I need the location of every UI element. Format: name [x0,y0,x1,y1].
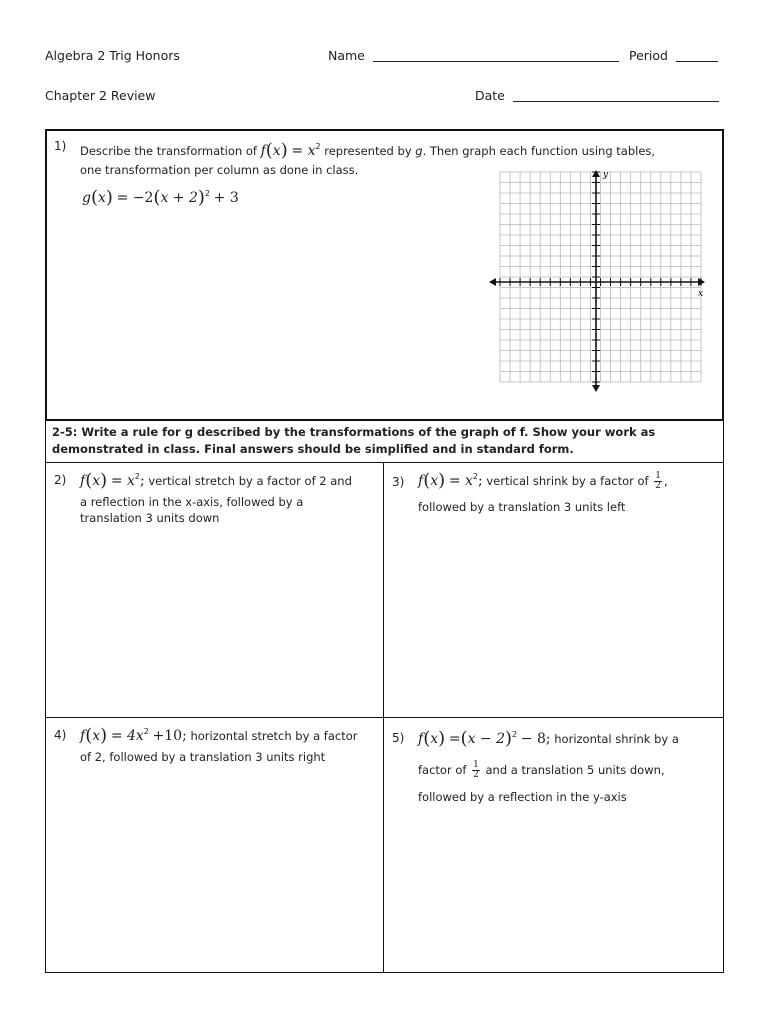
y-axis-down-arrow [592,385,600,392]
q5-exp: 2 [512,730,518,739]
q2-f: f [80,473,86,489]
q5-desc-2b: and a translation 5 units down, [485,763,665,777]
date-label: Date [475,88,505,103]
period-blank[interactable] [676,61,718,62]
q5-x: x [430,731,439,747]
q1-prompt: Describe the transformation of $f(x) = x^2$ represented by g. Then graph each function using tables, [80,140,656,161]
q1-g-inner: x + 2 [160,190,198,206]
grid-lines [500,172,704,382]
q4-exp: 2 [143,727,149,736]
q1-x: x [272,143,281,159]
q1-f-rhs: = x [291,143,316,159]
x-axis-left-arrow [489,278,496,286]
q1-number: 1) [54,139,67,153]
q5-prompt: $f(x) =(x - 2)^2 - 8$; horizontal shrink by a [418,728,679,749]
q5-desc-2 [418,761,665,780]
q2-rhs: = x [110,473,135,489]
q1-text-post: represented by [324,144,412,158]
q2-exp: 2 [134,472,140,481]
date-field[interactable] [475,88,719,103]
q1-g-func: g [82,190,91,206]
q1-line2: one transformation per column as done in class. [80,163,359,177]
question-5-box [383,717,724,973]
q3-number: 3) [392,475,405,489]
q5-desc-2a: factor of [418,763,467,777]
q5-frac-num: 1 [473,760,479,770]
period-label: Period [629,48,668,63]
q2-desc-1: vertical stretch by a factor of 2 and [148,474,352,488]
coordinate-grid[interactable] [485,168,715,396]
q5-desc-3: followed by a reflection in the y-axis [418,790,627,804]
q1-g-exp: 2 [204,189,211,198]
q5-f: f [418,731,424,747]
q1-g-rhs-b: + 3 [213,190,239,206]
q2-desc-3: translation 3 units down [80,511,220,525]
q5-number: 5) [392,731,405,745]
q3-exp: 2 [472,472,478,481]
x-axis-label: x [698,289,704,299]
period-field[interactable] [629,48,718,63]
q1-text-post2: . Then graph each function using tables, [422,144,656,158]
q1-g-formula: $g(x) = -2(x + 2)^2 + 3$ [82,187,239,208]
q3-prompt: $f(x) = x^2$; vertical shrink by a factor of $\frac{1}{2}$ , [418,470,668,491]
q1-f-exp: 2 [315,142,321,151]
q4-number: 4) [54,728,67,742]
q5-desc-1: horizontal shrink by a [554,732,679,746]
name-blank[interactable] [373,61,619,62]
q5-inner: x − 2 [467,731,506,747]
q4-desc-2: of 2, followed by a translation 3 units right [80,750,326,764]
y-axis-up-arrow [592,170,600,177]
y-axis-label: y [603,170,609,180]
chapter-title: Chapter 2 Review [45,88,156,103]
q5-rhs-b: − 8; [520,731,551,747]
q5-fraction [472,761,480,780]
q3-frac-num: 1 [655,471,661,481]
name-field[interactable] [328,48,619,63]
q3-frac-den: 2 [655,481,661,491]
q4-rhs-a: = 4x [110,728,144,744]
q2-desc-2: a reflection in the x-axis, followed by a [80,495,304,509]
q3-rhs: = x [448,473,473,489]
q3-f: f [418,473,424,489]
q1-f: f [260,143,266,159]
q5-rhs-a: = [448,731,461,747]
q1-g-rhs-a: = −2 [116,190,154,206]
date-blank[interactable] [513,101,719,102]
q1-g-x: x [98,190,106,206]
q3-semi: ; [477,473,483,489]
course-title: Algebra 2 Trig Honors [45,48,180,63]
q2-prompt: $f(x) = x^2$; vertical stretch by a factor of 2 and [80,470,352,491]
q3-desc-1: vertical shrink by a factor of [486,474,649,488]
q4-desc-1: horizontal stretch by a factor [190,729,358,743]
name-label: Name [328,48,365,63]
q1-text-pre: Describe the transformation of [80,144,257,158]
x-axis [489,278,705,286]
q4-f: f [80,728,86,744]
q1-g-var: g [415,144,423,158]
instructions-line-1: 2-5: Write a rule for g described by the transformations of the graph of f. Show your work as [52,425,656,439]
q2-x: x [92,473,101,489]
q3-comma: , [664,474,668,488]
q2-semi: ; [139,473,145,489]
q4-x: x [92,728,101,744]
q3-fraction [654,472,662,491]
q2-number: 2) [54,473,67,487]
q4-prompt: $f(x) = 4x^2 +10$; horizontal stretch by a factor [80,725,358,746]
q3-x: x [430,473,439,489]
q5-frac-den: 2 [473,770,479,780]
q3-desc-2: followed by a translation 3 units left [418,500,626,514]
q4-rhs-b: +10; [152,728,187,744]
instructions-line-2: demonstrated in class. Final answers should be simplified and in standard form. [52,442,574,456]
